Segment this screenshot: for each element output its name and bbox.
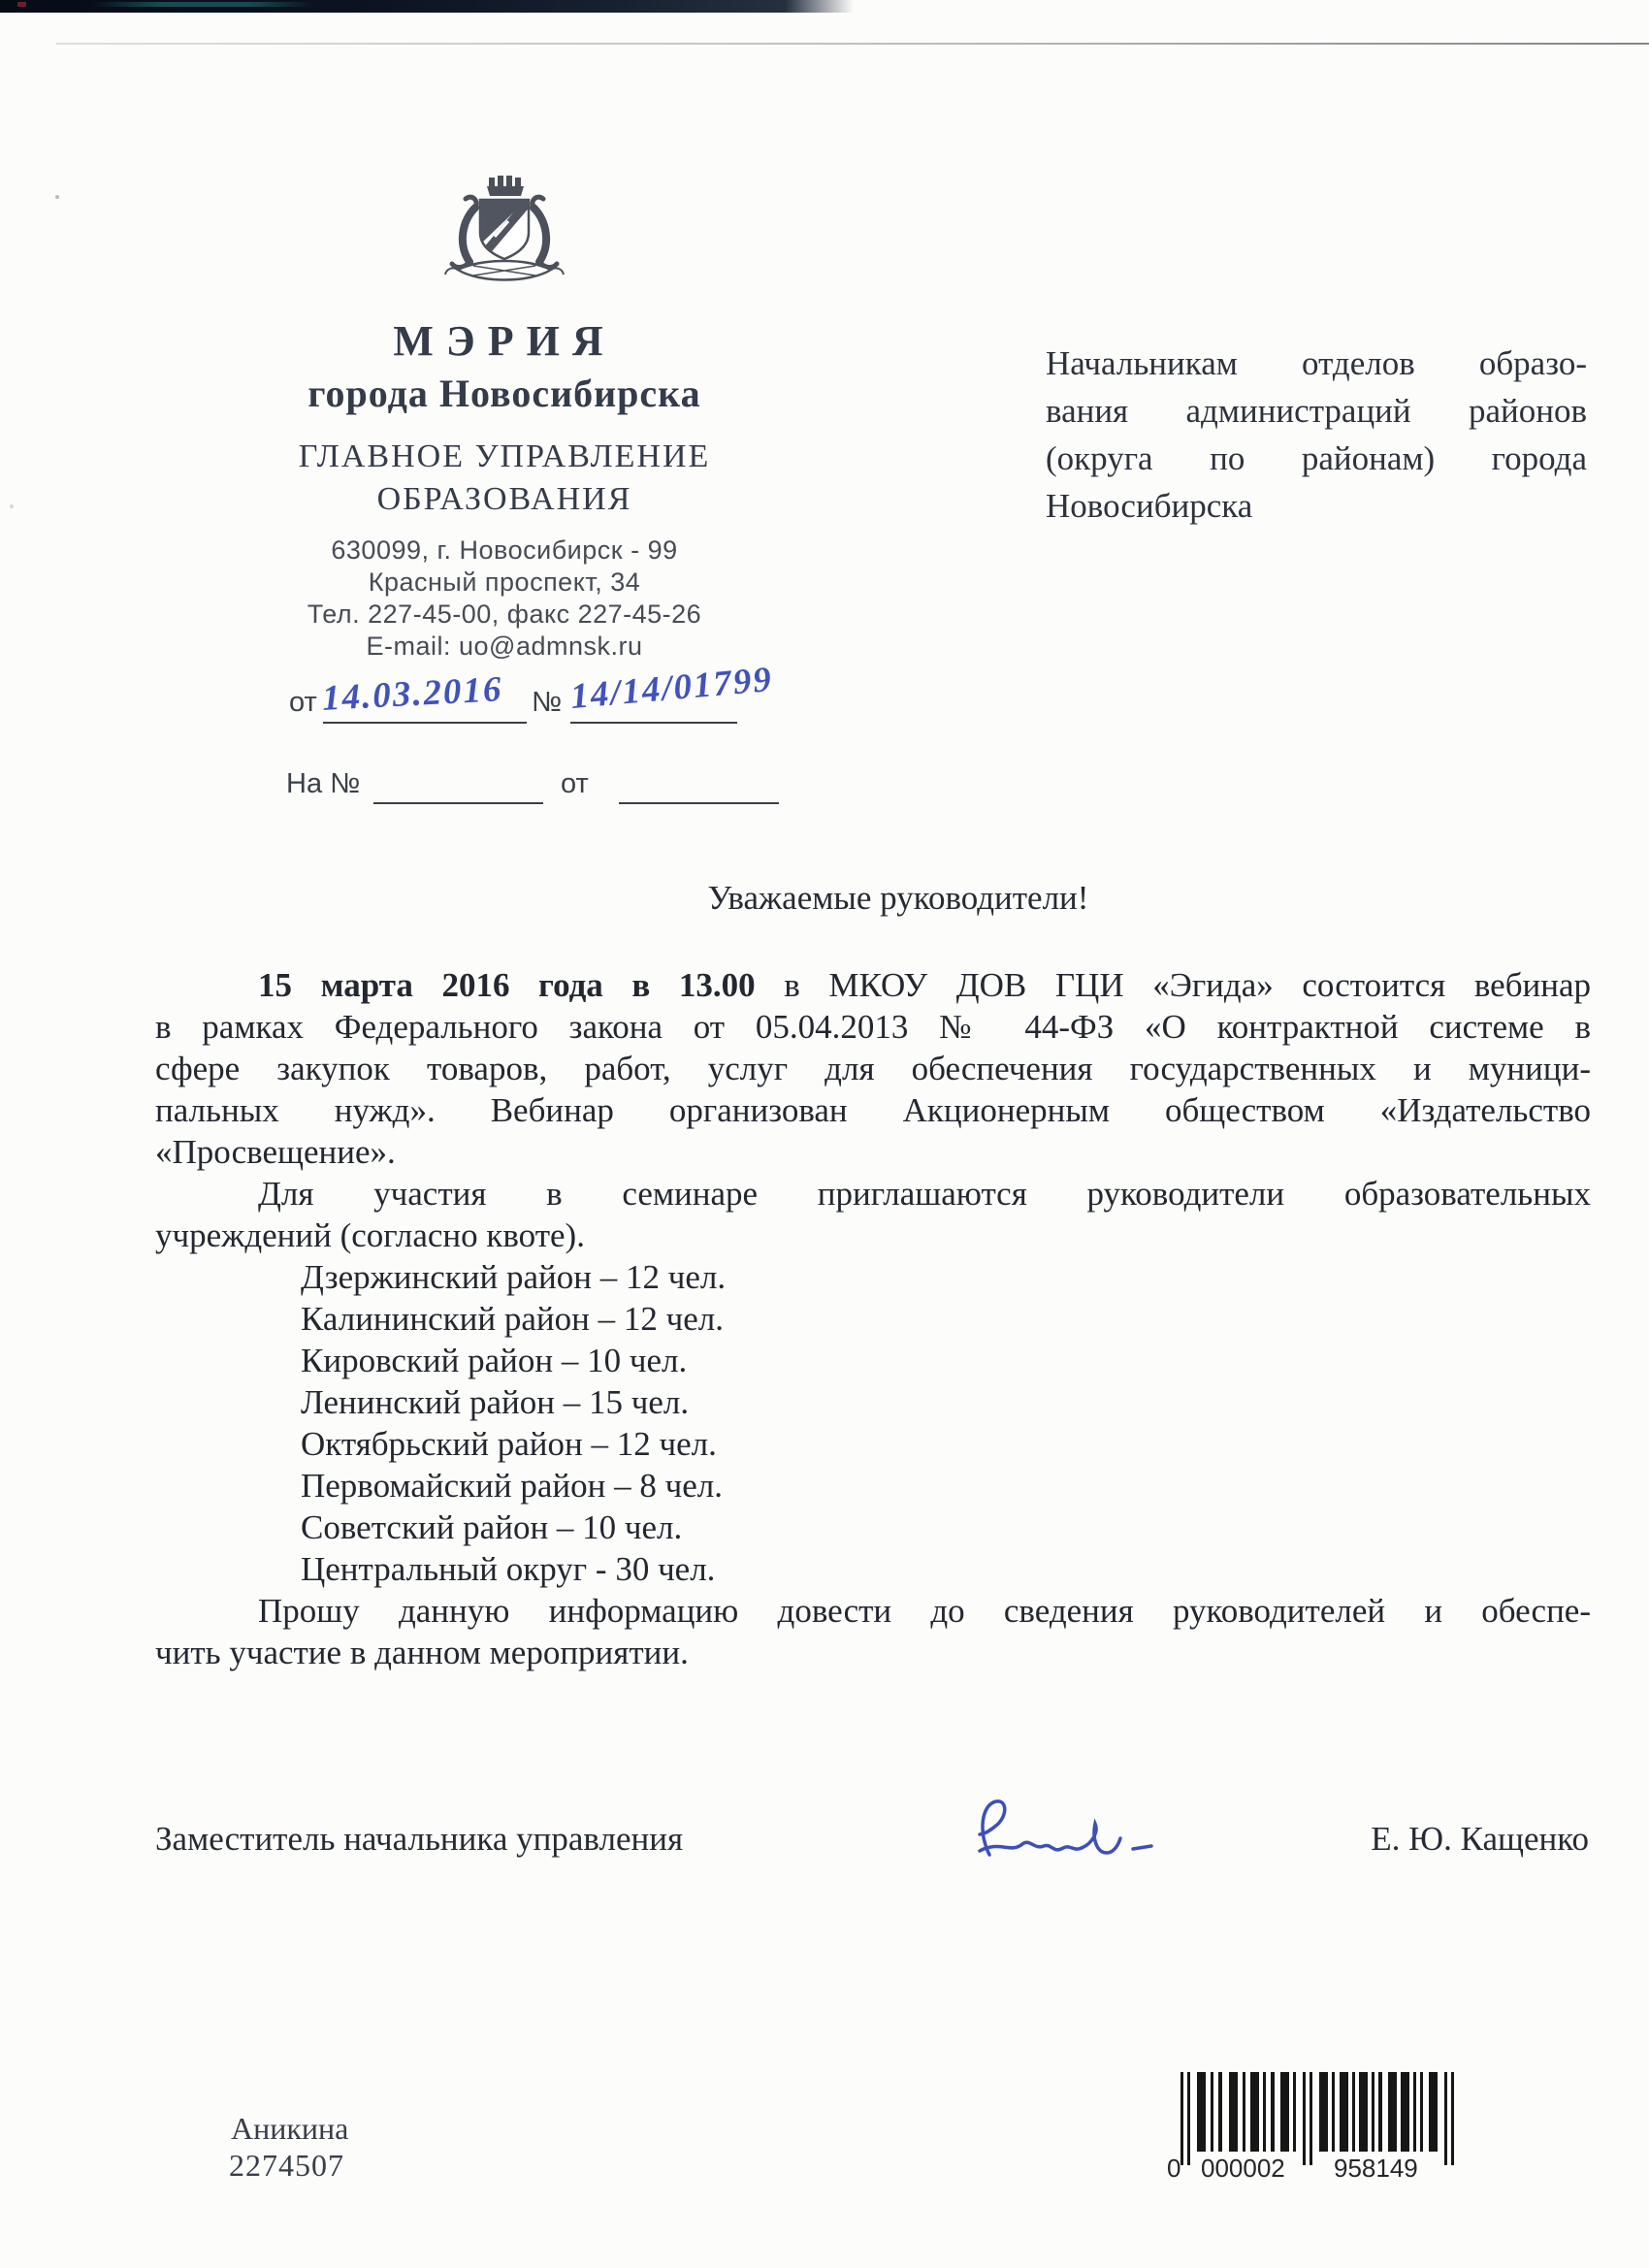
addressee-line: Начальникам отделов образо- <box>1046 344 1587 382</box>
executor-name: Аникина <box>231 2111 349 2146</box>
novosibirsk-coat-of-arms-icon <box>436 171 572 297</box>
org-department-line1: ГЛАВНОЕ УПРАВЛЕНИЕ <box>298 438 711 474</box>
org-name-top: МЭРИЯ <box>393 317 616 365</box>
quota-list-item: Кировский район – 10 чел. <box>301 1342 688 1379</box>
addressee-line: (округа по районам) города <box>1046 439 1587 477</box>
handwritten-number: 14/14/01799 <box>568 659 775 718</box>
body-line: Прошу данную информацию довести до сведения руководителей и обеспе- <box>258 1592 1591 1630</box>
scan-artifact-red-speck <box>17 2 26 7</box>
number-label: № <box>532 687 563 718</box>
barcode-group1: 000002 <box>1201 2154 1285 2183</box>
addressee-block <box>1046 340 1587 530</box>
quota-list-item: Дзержинский район – 12 чел. <box>301 1258 727 1296</box>
quota-list-item: Центральный округ - 30 чел. <box>301 1550 716 1588</box>
org-postal-address: 630099, г. Новосибирск - 99 <box>331 535 678 565</box>
document-barcode <box>1167 2066 1466 2183</box>
org-phone-fax: Тел. 227-45-00, факс 227-45-26 <box>307 599 702 629</box>
quota-list-item: Калининский район – 12 чел. <box>301 1300 724 1338</box>
reply-no-label: На № <box>286 768 361 799</box>
reply-from-label: от <box>561 768 589 799</box>
addressee-line: Новосибирска <box>1046 487 1253 525</box>
body-line: «Просвещение». <box>155 1133 396 1171</box>
reply-no-underline <box>373 802 543 804</box>
number-underline <box>570 722 737 724</box>
body-line: в рамках Федерального закона от 05.04.2013 № 44-ФЗ «О контрактной системе в <box>155 1008 1591 1046</box>
body-line: пальных нужд». Вебинар организован Акционерным обществом «Издательство <box>155 1091 1591 1129</box>
addressee-line: вания администраций районов <box>1046 392 1587 430</box>
reply-date-underline <box>619 802 779 804</box>
org-street-address: Красный проспект, 34 <box>368 567 641 597</box>
body-line: сфере закупок товаров, работ, услуг для обеспечения государственных и муници- <box>155 1050 1591 1087</box>
org-name-city: города Новосибирска <box>307 372 701 415</box>
date-underline <box>323 722 527 724</box>
body-line <box>155 964 1591 1006</box>
handwritten-signature-icon <box>953 1789 1176 1886</box>
scan-artifact-teal-streak <box>92 2 315 7</box>
signer-name: Е. Ю. Кащенко <box>1371 1820 1589 1858</box>
handwritten-date: 14.03.2016 <box>321 669 504 719</box>
event-datetime-bold: 15 марта 2016 года в 13.00 <box>258 966 756 1004</box>
date-from-label: от <box>289 687 317 718</box>
letter-body <box>155 964 1591 1673</box>
org-department-line2: ОБРАЗОВАНИЯ <box>376 481 632 517</box>
signer-position-title: Заместитель начальника управления <box>155 1820 684 1858</box>
scan-artifact-horizontal-line <box>56 43 1649 45</box>
scan-artifact-dot <box>55 195 59 199</box>
executor-phone: 2274507 <box>229 2148 344 2183</box>
quota-list-item: Октябрьский район – 12 чел. <box>301 1425 717 1463</box>
barcode-left-digit: 0 <box>1167 2154 1181 2183</box>
body-line: чить участие в данном мероприятии. <box>155 1634 689 1671</box>
body-line: Для участия в семинаре приглашаются руководители образовательных <box>258 1175 1591 1213</box>
quota-list-item: Первомайский район – 8 чел. <box>301 1467 723 1505</box>
org-email: E-mail: uo@admnsk.ru <box>366 632 643 661</box>
quota-list-item: Советский район – 10 чел. <box>301 1508 683 1546</box>
quota-list-item: Ленинский район – 15 чел. <box>301 1383 690 1421</box>
body-line: учреждений (согласно квоте). <box>155 1216 585 1254</box>
barcode-group2: 958149 <box>1334 2154 1418 2183</box>
body-line-text: в МКОУ ДОВ ГЦИ «Эгида» состоится вебинар <box>784 966 1591 1004</box>
salutation: Уважаемые руководители! <box>707 879 1089 917</box>
scan-artifact-dot <box>10 504 14 508</box>
